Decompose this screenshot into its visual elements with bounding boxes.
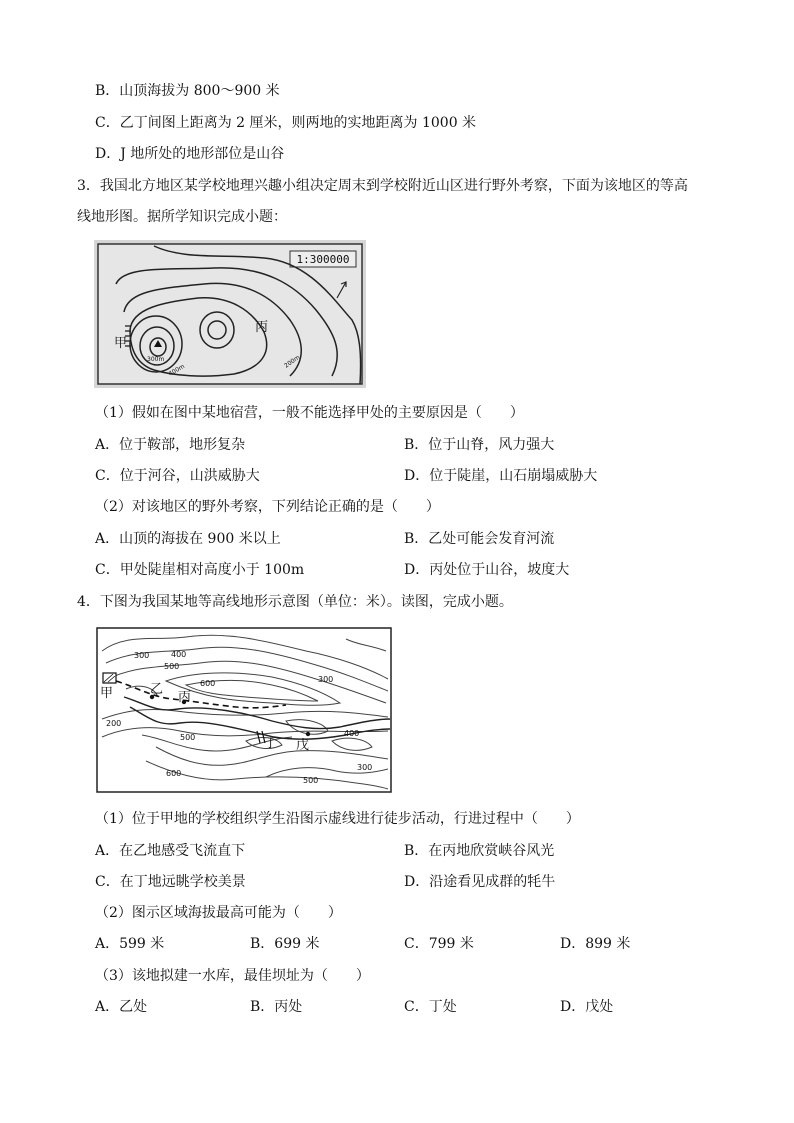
q3-sub1-option-d[interactable]: D．位于陡崖，山石崩塌威胁大 bbox=[404, 468, 598, 484]
q4-label-ding: 丁 bbox=[264, 736, 278, 751]
q4-sub2-option-a[interactable]: A．599 米 bbox=[95, 936, 165, 952]
q3-label-bing: 丙 bbox=[255, 320, 269, 335]
q4-contour-300-c: 300 bbox=[357, 763, 373, 772]
q4-sub3-stem: （3）该地拟建一水库，最佳坝址为（ ） bbox=[95, 968, 370, 984]
q4-contour-300-b: 300 bbox=[318, 675, 334, 684]
q4-sub1-option-c[interactable]: C．在丁地远眺学校美景 bbox=[95, 874, 246, 890]
q3-sub2-stem: （2）对该地区的野外考察，下列结论正确的是（ ） bbox=[95, 499, 440, 515]
q4-sub2-option-d[interactable]: D．899 米 bbox=[560, 936, 631, 952]
q3-contour-300: 300m bbox=[147, 356, 165, 363]
q3-sub2-option-b[interactable]: B．乙处可能会发育河流 bbox=[404, 531, 555, 547]
q3-sub1-option-a[interactable]: A．位于鞍部，地形复杂 bbox=[95, 437, 246, 453]
option-c-prev: C．乙丁间图上距离为 2 厘米，则两地的实地距离为 1000 米 bbox=[95, 115, 477, 131]
q4-intro: 4．下图为我国某地等高线地形示意图（单位：米）。读图，完成小题。 bbox=[77, 594, 513, 610]
q4-contour-600-a: 600 bbox=[200, 679, 216, 688]
q3-contour-400: 400m bbox=[167, 363, 186, 378]
q3-label-jia: 甲 bbox=[114, 336, 128, 351]
q4-sub3-option-c[interactable]: C．丁处 bbox=[404, 999, 457, 1015]
q4-contour-500-c: 500 bbox=[303, 776, 319, 785]
q4-contour-400-a: 400 bbox=[171, 650, 187, 659]
q4-contour-600-b: 600 bbox=[166, 769, 182, 778]
q3-sub2-option-d[interactable]: D．丙处位于山谷，坡度大 bbox=[404, 562, 570, 578]
q3-intro-line2: 线地形图。据所学知识完成小题： bbox=[77, 209, 287, 225]
q4-sub1-stem: （1）位于甲地的学校组织学生沿图示虚线进行徒步活动，行进过程中（ ） bbox=[95, 811, 580, 827]
q4-label-yi: 乙 bbox=[150, 682, 164, 697]
q4-label-jia: 甲 bbox=[100, 686, 114, 701]
q4-label-bing: 丙 bbox=[178, 690, 192, 705]
q4-sub3-option-b[interactable]: B．丙处 bbox=[250, 999, 303, 1015]
q4-contour-300-a: 300 bbox=[134, 651, 150, 660]
q4-contour-map bbox=[96, 627, 392, 793]
q4-sub2-stem: （2）图示区域海拔最高可能为（ ） bbox=[95, 905, 342, 921]
q3-sub1-option-c[interactable]: C．位于河谷，山洪威胁大 bbox=[95, 468, 260, 484]
q4-sub1-option-b[interactable]: B．在丙地欣赏峡谷风光 bbox=[404, 843, 555, 859]
q4-sub3-option-d[interactable]: D．戊处 bbox=[560, 999, 614, 1015]
q3-sub1-stem: （1）假如在图中某地宿营，一般不能选择甲处的主要原因是（ ） bbox=[95, 405, 524, 421]
q4-sub3-option-a[interactable]: A．乙处 bbox=[95, 999, 148, 1015]
q4-sub2-option-b[interactable]: B．699 米 bbox=[250, 936, 320, 952]
q4-sub1-option-d[interactable]: D．沿途看见成群的牦牛 bbox=[404, 874, 556, 890]
q3-intro-line1: 3．我国北方地区某学校地理兴趣小组决定周末到学校附近山区进行野外考察，下面为该地区的等高 bbox=[77, 178, 688, 194]
q4-contour-500-a: 500 bbox=[164, 662, 180, 671]
q4-contour-400-b: 400 bbox=[344, 729, 360, 738]
q4-contour-200: 200 bbox=[106, 719, 122, 728]
option-d-prev: D．J 地所处的地形部位是山谷 bbox=[95, 146, 285, 162]
q4-sub2-option-c[interactable]: C．799 米 bbox=[404, 936, 474, 952]
q3-sub2-option-a[interactable]: A．山顶的海拔在 900 米以上 bbox=[95, 531, 281, 547]
q4-label-wu: 戊 bbox=[296, 738, 310, 753]
q4-contour-500-b: 500 bbox=[180, 733, 196, 742]
q3-map-scale: 1:300000 bbox=[296, 253, 350, 266]
q3-sub1-option-b[interactable]: B．位于山脊，风力强大 bbox=[404, 437, 555, 453]
q3-contour-200: 200m bbox=[283, 353, 302, 370]
option-b-prev: B．山顶海拔为 800～900 米 bbox=[95, 83, 280, 99]
q3-contour-map bbox=[94, 240, 366, 388]
q3-sub2-option-c[interactable]: C．甲处陡崖相对高度小于 100m bbox=[95, 562, 305, 578]
q4-sub1-option-a[interactable]: A．在乙地感受飞流直下 bbox=[95, 843, 246, 859]
